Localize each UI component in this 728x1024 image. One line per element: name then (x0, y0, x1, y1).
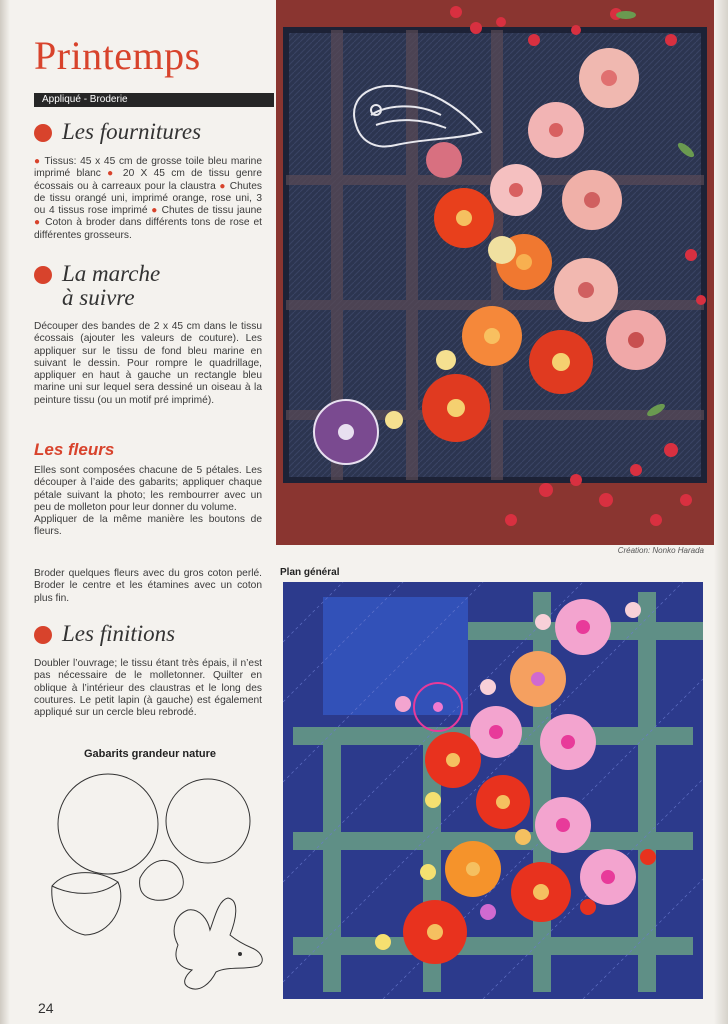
section-heading-finitions (34, 622, 175, 646)
page-title: Printemps (34, 33, 201, 78)
bullet-dot-icon: ● (107, 168, 123, 180)
heading-text: Les finitions (62, 621, 176, 646)
blossom (555, 599, 611, 655)
fleurs-text-2: Broder quelques fleurs avec du gros coton perlé. Broder le centre et les étamines avec un coton plus fin. (34, 568, 262, 604)
heading-line: La marche (62, 261, 161, 286)
supply-item: Chutes de tissu jaune (161, 205, 262, 217)
category-banner (34, 93, 274, 107)
supply-item: 20 X 45 cm de tissu genre écossais ou à carreaux pour la claustra (34, 168, 262, 192)
bud (640, 849, 656, 865)
bullet-dot-icon: ● (34, 217, 46, 229)
binding-shadow (0, 0, 10, 1024)
bud (535, 614, 551, 630)
templates-drawing (40, 770, 270, 1010)
page-number: 24 (38, 1000, 54, 1016)
bud (625, 602, 641, 618)
page-edge-shadow (714, 0, 728, 1024)
bullet-dot-icon: ● (34, 156, 45, 167)
supply-item: Coton à broder dans différents tons de rose et différentes grosseurs. (34, 217, 262, 241)
bullet-dot-icon (34, 266, 52, 284)
plan-label: Plan général (280, 567, 340, 578)
templates-title: Gabarits grandeur nature (84, 748, 217, 760)
bud (395, 696, 411, 712)
supply-item: Chutes de tissu orangé uni, imprimé orange, rose uni, 3 ou 4 tissus rose imprimé (34, 180, 262, 217)
category-label: Appliqué - Broderie (42, 94, 128, 105)
blossom (510, 651, 566, 707)
marche-text: Découper des bandes de 2 x 45 cm dans le tissu écossais (ajouter les valeurs de couture). Les appliquer sur le tissu de fond bleu marine en suivant le dessin. Pour rompre le quadrillage, appliquer en haut à gauche un rectangle bleu marine uni sur lequel sera dessiné un oiseau à la peinture tissu (ou un motif pré imprimé). (34, 321, 262, 406)
blossom (425, 732, 481, 788)
plan-drawing (283, 582, 703, 999)
supply-item: Tissus: 45 x 45 cm de grosse toile bleu marine imprimé blanc (34, 156, 262, 180)
section-heading-fournitures (34, 120, 201, 144)
blossom (535, 797, 591, 853)
petal-template-large (58, 774, 158, 874)
plain-navy-rectangle (323, 597, 468, 715)
bud (375, 934, 391, 950)
blossom (445, 841, 501, 897)
bud (420, 864, 436, 880)
photo-credit: Création: Nonko Harada (617, 546, 704, 555)
rabbit-icon (174, 898, 262, 989)
bud (480, 679, 496, 695)
bud (425, 792, 441, 808)
blossom (540, 714, 596, 770)
heading-text (62, 262, 160, 310)
bullet-dot-icon (34, 124, 52, 142)
section-heading-marche (34, 262, 160, 310)
bullet-dot-icon (34, 626, 52, 644)
blossom (403, 900, 467, 964)
small-petal-template (140, 860, 184, 900)
blossom (511, 862, 571, 922)
petal-template-medium (166, 779, 250, 863)
subheading-fleurs: Les fleurs (34, 440, 115, 459)
bullet-dot-icon: ● (219, 180, 230, 192)
bud (580, 899, 596, 915)
paragraph: Appliquer de la même manière les boutons de fleurs. (34, 514, 262, 538)
heading-text: Les fournitures (62, 119, 202, 144)
finitions-text: Doubler l’ouvrage; le tissu étant très épais, il n’est pas nécessaire de le molletonner. Quilter en oblique à l’intérieur des claustras et le long des coutures. Le petit lapin (à gauche) est également appliqué sur un cercle bleu rebrodé. (34, 658, 262, 719)
quilt-photo (276, 0, 714, 545)
bud (480, 904, 496, 920)
paragraph: Elles sont composées chacune de 5 pétales. Les découper à l’aide des gabarits; appliquer chaque pétale suivant la photo; les rembourrer avec un peu de molleton pour leur donner du volume. (34, 465, 262, 513)
blossom (476, 775, 530, 829)
bud (515, 829, 531, 845)
bud-template-detail (52, 882, 118, 893)
bud-template (52, 873, 121, 935)
fournitures-text (34, 156, 262, 242)
bullet-dot-icon: ● (151, 205, 162, 217)
fleurs-text (34, 465, 262, 539)
blossom (580, 849, 636, 905)
heading-line: à suivre (62, 285, 135, 311)
